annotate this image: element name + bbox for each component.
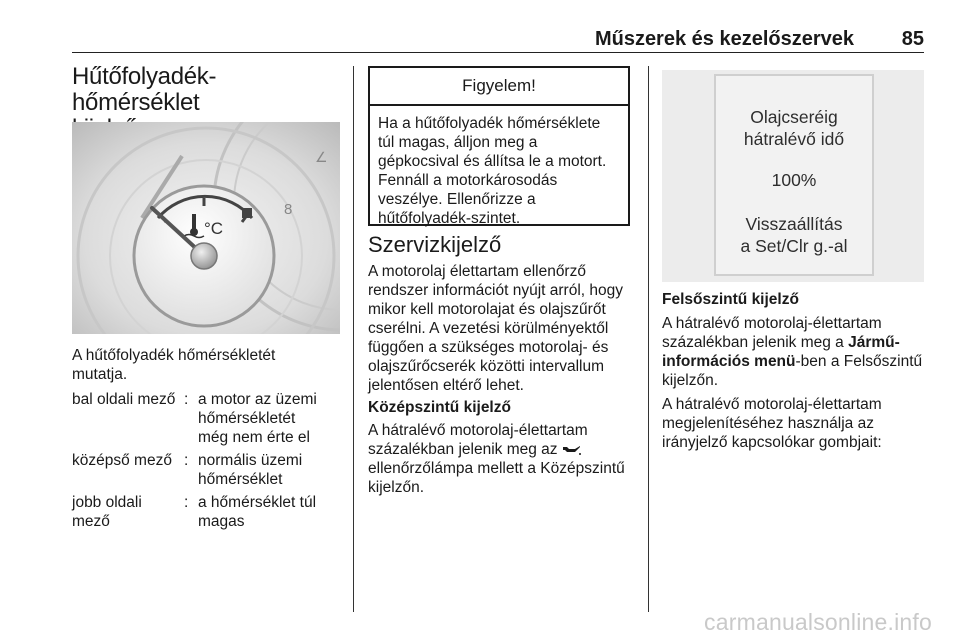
service-display-image: [662, 70, 924, 282]
coolant-caption: [72, 346, 340, 384]
vehicle-info-menu-term: Jármű-: [848, 334, 900, 351]
page-header: [72, 28, 924, 53]
mid-level-paragraph: A hátralévő motorolaj-élettartam százalékban jelenik meg az ellenőrzőlámpa mellett a Középszintű kijelzőn.: [368, 422, 625, 496]
page-number: 85: [901, 28, 924, 50]
svg-text:8: 8: [284, 201, 293, 218]
top-level-text: [662, 314, 924, 452]
definition-colon: :: [184, 452, 189, 469]
watermark: carmanualsonline.info: [704, 609, 932, 635]
definition-description: normális üzemi hőmérséklet: [198, 452, 303, 488]
display-percent: 100%: [771, 170, 817, 190]
gauge-unit-label: °C: [204, 219, 224, 238]
definition-table: [72, 390, 340, 535]
definition-description: a hőmérséklet túl magas: [198, 494, 317, 530]
caption-line1: A hűtőfolyadék hőmérsékletét: [72, 347, 276, 364]
warning-box: [368, 66, 630, 226]
vehicle-info-menu-term: információs menü: [662, 353, 796, 370]
service-display-screen: [714, 74, 874, 276]
top-level-paragraph-2: A hátralévő motorolaj-élettartam megjelenítéséhez használja az irányjelző kapcsolókar gombjait:: [662, 396, 882, 451]
definition-description: a motor az üzemi hőmérsékletét még nem érte el: [198, 391, 317, 446]
definition-row: [72, 451, 340, 489]
warning-title: Figyelem!: [370, 68, 628, 106]
caption-line2: mutatja.: [72, 366, 128, 383]
definition-term: jobb oldali mező: [72, 494, 142, 530]
display-reset-text: Visszaállítás a Set/Clr g.-al: [740, 214, 848, 256]
coolant-heading-line1: Hűtőfolyadék-hőmérséklet: [72, 63, 217, 116]
service-heading: Szervizkijelző: [368, 232, 502, 257]
top-level-heading: Felsőszintű kijelző: [662, 291, 799, 308]
definition-row: [72, 390, 340, 447]
definition-term: bal oldali mező: [72, 391, 176, 408]
definition-colon: :: [184, 391, 189, 408]
gauge-illustration: [72, 122, 340, 334]
top-level-paragraph: A hátralévő motorolaj-élettartam százalékban jelenik meg a Jármű- információs menü-ben a Felsőszintű kijelzőn.: [662, 315, 923, 389]
column-divider-left: [353, 66, 354, 612]
svg-text:∠: ∠: [315, 149, 328, 165]
definition-colon: :: [184, 494, 189, 511]
display-text: Olajcseréig hátralévő idő: [743, 107, 845, 149]
oil-can-icon: [562, 443, 582, 457]
definition-term: középső mező: [72, 452, 172, 469]
column-coolant: [72, 63, 342, 530]
service-paragraph: A motorolaj élettartam ellenőrző rendszer információt nyújt arról, hogy mikor kell motorolajat és olajszűrőt cserélni. A vezetési körülményektől függően a szükséges motorolaj- és olajszűrőcserék közötti intervallum jelentősen eltérő lehet.: [368, 263, 624, 394]
definition-row: [72, 493, 340, 531]
warning-body: Ha a hűtőfolyadék hőmérséklete túl magas, álljon meg a gépkocsival és állítsa le a motort. Fennáll a motorkárosodás veszélye. Ellenőrizze a hűtőfolyadék-szintet.: [378, 115, 607, 227]
coolant-gauge-image: [72, 122, 340, 334]
mid-level-heading: Középszintű kijelző: [368, 399, 511, 416]
page-section-title: Műszerek és kezelőszervek: [594, 28, 854, 50]
column-divider-right: [648, 66, 649, 612]
